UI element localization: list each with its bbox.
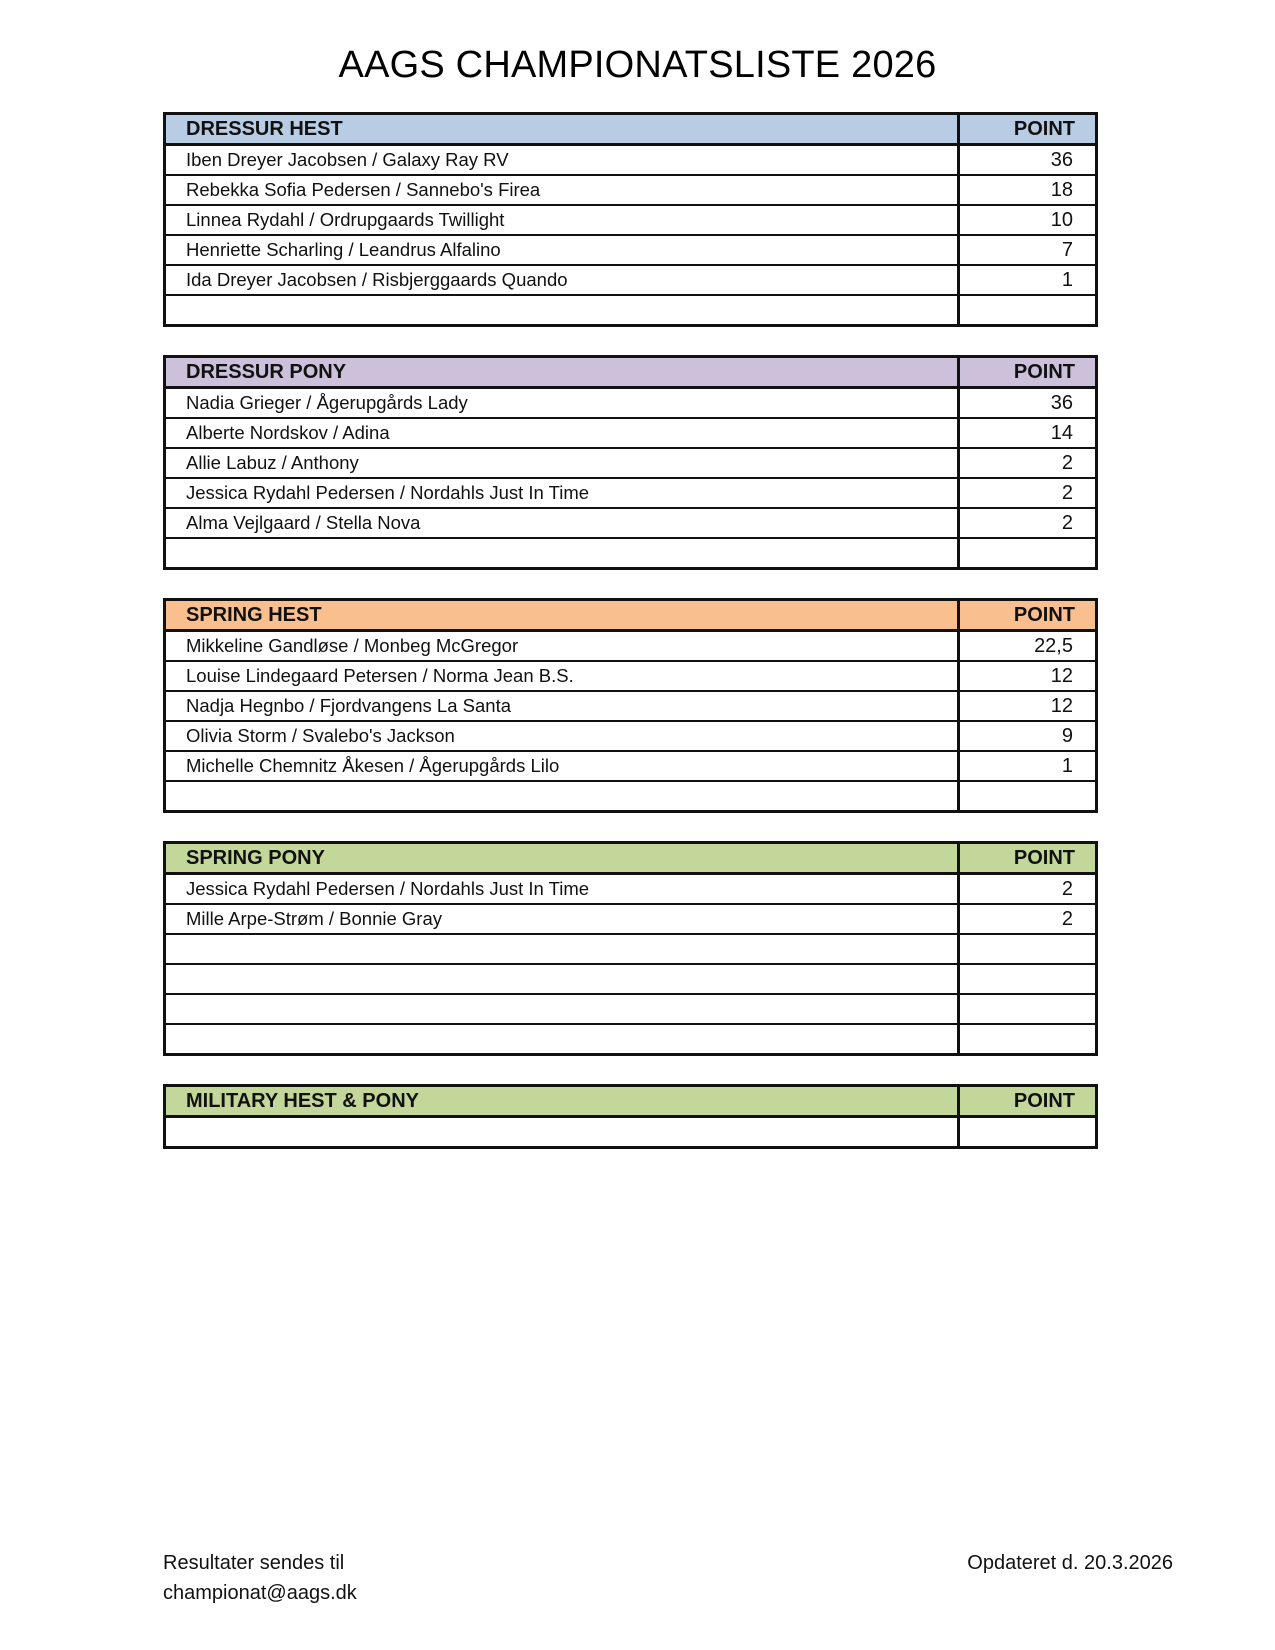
- rider-horse-cell: Louise Lindegaard Petersen / Norma Jean B.S.: [165, 661, 959, 691]
- table-row: [165, 448, 1097, 478]
- table-spring-hest: [163, 598, 1098, 813]
- rider-horse-cell: Jessica Rydahl Pedersen / Nordahls Just In Time: [165, 478, 959, 508]
- rider-horse-cell: Alma Vejlgaard / Stella Nova: [165, 508, 959, 538]
- rider-horse-cell: [165, 964, 959, 994]
- rider-horse-cell: Iben Dreyer Jacobsen / Galaxy Ray RV: [165, 145, 959, 176]
- table-row-empty: [165, 994, 1097, 1024]
- points-cell: [959, 1117, 1097, 1148]
- table-row-empty: [165, 934, 1097, 964]
- points-cell: 12: [959, 661, 1097, 691]
- rider-horse-cell: Henriette Scharling / Leandrus Alfalino: [165, 235, 959, 265]
- championship-tables: [163, 112, 1095, 1177]
- points-cell: 2: [959, 448, 1097, 478]
- page-title: AAGS CHAMPIONATSLISTE 2026: [338, 44, 937, 86]
- rider-horse-cell: Olivia Storm / Svalebo's Jackson: [165, 721, 959, 751]
- section-header: [165, 600, 1097, 631]
- points-cell: 1: [959, 265, 1097, 295]
- table-dressur-hest: [163, 112, 1098, 327]
- points-cell: 2: [959, 508, 1097, 538]
- rider-horse-cell: Alberte Nordskov / Adina: [165, 418, 959, 448]
- section-title: SPRING HEST: [165, 600, 959, 631]
- points-cell: 2: [959, 904, 1097, 934]
- footer-contact-email: championat@aags.dk: [163, 1582, 357, 1604]
- table-row: [165, 175, 1097, 205]
- rider-horse-cell: Nadja Hegnbo / Fjordvangens La Santa: [165, 691, 959, 721]
- table-row: [165, 478, 1097, 508]
- rider-horse-cell: [165, 538, 959, 569]
- points-cell: 10: [959, 205, 1097, 235]
- rider-horse-cell: Nadia Grieger / Ågerupgårds Lady: [165, 388, 959, 419]
- section-title: DRESSUR PONY: [165, 357, 959, 388]
- points-cell: 2: [959, 478, 1097, 508]
- point-header: POINT: [959, 357, 1097, 388]
- point-header: POINT: [959, 114, 1097, 145]
- points-cell: 12: [959, 691, 1097, 721]
- table-row: [165, 631, 1097, 662]
- table-row: [165, 508, 1097, 538]
- table-row: [165, 205, 1097, 235]
- table-military-hest-pony: [163, 1084, 1098, 1149]
- points-cell: [959, 964, 1097, 994]
- points-cell: 36: [959, 145, 1097, 176]
- table-row: [165, 388, 1097, 419]
- point-header: POINT: [959, 1086, 1097, 1117]
- points-cell: 22,5: [959, 631, 1097, 662]
- section-header: [165, 843, 1097, 874]
- point-header: POINT: [959, 843, 1097, 874]
- table-row-empty: [165, 964, 1097, 994]
- table-row: [165, 661, 1097, 691]
- section-title: SPRING PONY: [165, 843, 959, 874]
- rider-horse-cell: Michelle Chemnitz Åkesen / Ågerupgårds Lilo: [165, 751, 959, 781]
- table-row: [165, 145, 1097, 176]
- rider-horse-cell: Jessica Rydahl Pedersen / Nordahls Just In Time: [165, 874, 959, 905]
- points-cell: [959, 295, 1097, 326]
- points-cell: 9: [959, 721, 1097, 751]
- rider-horse-cell: Allie Labuz / Anthony: [165, 448, 959, 478]
- table-dressur-pony: [163, 355, 1098, 570]
- section-header: [165, 357, 1097, 388]
- rider-horse-cell: [165, 781, 959, 812]
- table-row-empty: [165, 781, 1097, 812]
- footer-updated-date: Opdateret d. 20.3.2026: [967, 1552, 1173, 1574]
- points-cell: 1: [959, 751, 1097, 781]
- rider-horse-cell: Ida Dreyer Jacobsen / Risbjerggaards Quando: [165, 265, 959, 295]
- table-row: [165, 418, 1097, 448]
- points-cell: [959, 994, 1097, 1024]
- points-cell: [959, 781, 1097, 812]
- table-row: [165, 235, 1097, 265]
- rider-horse-cell: [165, 295, 959, 326]
- rider-horse-cell: [165, 1117, 959, 1148]
- points-cell: [959, 538, 1097, 569]
- rider-horse-cell: Mille Arpe-Strøm / Bonnie Gray: [165, 904, 959, 934]
- section-title: MILITARY HEST & PONY: [165, 1086, 959, 1117]
- rider-horse-cell: Linnea Rydahl / Ordrupgaards Twillight: [165, 205, 959, 235]
- footer-contact: [163, 1548, 357, 1608]
- table-row: [165, 721, 1097, 751]
- points-cell: [959, 1024, 1097, 1055]
- table-row: [165, 265, 1097, 295]
- points-cell: 14: [959, 418, 1097, 448]
- rider-horse-cell: Mikkeline Gandløse / Monbeg McGregor: [165, 631, 959, 662]
- table-row: [165, 904, 1097, 934]
- points-cell: 7: [959, 235, 1097, 265]
- table-row: [165, 751, 1097, 781]
- rider-horse-cell: Rebekka Sofia Pedersen / Sannebo's Firea: [165, 175, 959, 205]
- points-cell: [959, 934, 1097, 964]
- footer-contact-label: Resultater sendes til: [163, 1552, 345, 1574]
- table-row-empty: [165, 538, 1097, 569]
- rider-horse-cell: [165, 1024, 959, 1055]
- section-title: DRESSUR HEST: [165, 114, 959, 145]
- rider-horse-cell: [165, 934, 959, 964]
- table-row-empty: [165, 295, 1097, 326]
- table-row: [165, 691, 1097, 721]
- table-row-empty: [165, 1117, 1097, 1148]
- table-row-empty: [165, 1024, 1097, 1055]
- table-row: [165, 874, 1097, 905]
- table-spring-pony: [163, 841, 1098, 1056]
- rider-horse-cell: [165, 994, 959, 1024]
- section-header: [165, 114, 1097, 145]
- section-header: [165, 1086, 1097, 1117]
- point-header: POINT: [959, 600, 1097, 631]
- points-cell: 18: [959, 175, 1097, 205]
- points-cell: 2: [959, 874, 1097, 905]
- points-cell: 36: [959, 388, 1097, 419]
